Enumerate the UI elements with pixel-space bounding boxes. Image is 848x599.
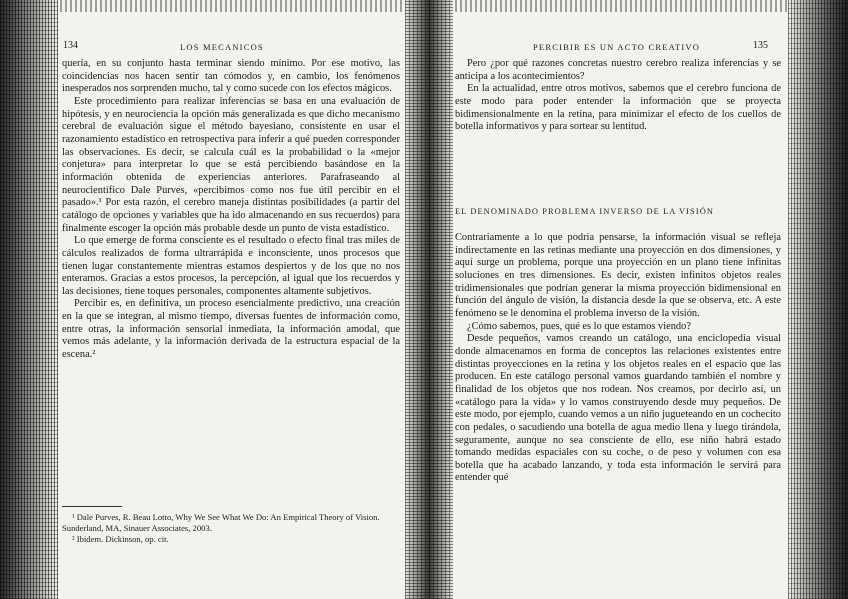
paragraph: Pero ¿por qué razones concretas nuestro cerebro realiza inferencias y se anticipa a los acontecimientos? (455, 58, 781, 82)
paragraph: quería, en su conjunto hasta terminar siendo mínimo. Por ese motivo, las coincidencias nos hacen sentir tan cómodos y, en cambio, los fenómenos inesperados nos sorprenden mucho, tal y como sucede con los efectos mágicos. (62, 58, 400, 95)
section-heading: EL DENOMINADO PROBLEMA INVERSO DE LA VISIÓN (455, 207, 714, 216)
paragraph: Lo que emerge de forma consciente es el resultado o efecto final tras miles de cálculos realizados de forma ultrarrápida e inconsciente, unos procesos que tienen lugar constantemente mientras estamos despiertos y de los que no nos enteramos. Gracias a estos procesos, la percepción, al igual que los recuerdos y las decisiones, tiene toques personales, componentes altamente subjetivos. (62, 235, 400, 297)
left-page-number: 134 (63, 40, 78, 51)
right-intro-text (455, 58, 781, 134)
paragraph: En la actualidad, entre otros motivos, sabemos que el cerebro funciona de este modo para poder entender la información que se proyecta bidimensionalmente en la retina, para minimizar el efecto de los cuellos de botella informativos y para sortear su lentitud. (455, 83, 781, 133)
left-running-head: LOS MECANICOS (180, 42, 264, 52)
footnote-rule (62, 506, 122, 507)
paragraph: Este procedimiento para realizar inferencias se basa en una evaluación de hipótesis, y en neurociencia la opción más generalizada es que dicho mecanismo cerebral de evaluación sigue el método bayesiano, consistente en usar el razonamiento estadístico en retrospectiva para inferir a qué pueden corresponder las observaciones. Es decir, se calcula cuál es la probabilidad o la «mejor conjetura» para interpretar lo que se está percibiendo basándose en la información obtenida de experiencias anteriores. Parafraseando al neurocientífico Dale Purves, «percibimos como nos fue útil percibir en el pasado».¹ Por esta razón, el cerebro maneja distintas posibilidades (a partir del catálogo de opciones y variables que ha ido almacenando en sus recuerdos) para finalmente escoger la opción más probable desde un punto de vista estadístico. (62, 95, 400, 234)
left-body-text (62, 58, 400, 362)
footnote: ¹ Dale Purves, R. Beau Lotto, Why We See What We Do: An Empirical Theory of Vision. Sunderland, MA, Sinauer Associates, 2003. (62, 512, 380, 533)
left-footnotes (62, 512, 400, 545)
scan-edge-left (0, 0, 58, 599)
right-page-number: 135 (753, 40, 768, 51)
paragraph: Contrariamente a lo que podría pensarse, la información visual se refleja indirectamente en las retinas mediante una proyección en dos dimensiones, y aquí surge un problema, porque una proyección en un plano tiene infinitas soluciones en tres dimensiones. Es decir, existen infinitos objetos reales tridimensionales que podrían generar la misma proyección bidimensional en función del ángulo de visión, la distancia desde la que se observa, etc. A este fenómeno se le denomina el problema inverso de la visión. (455, 232, 781, 319)
paragraph: Percibir es, en definitiva, un proceso esencialmente predictivo, una creación en la que se integran, al mismo tiempo, diversas fuentes de información como, entre otras, la información sensorial inmediata, la información amodal, que vemos más adelante, y la información derivada de la estructura espacial de la escena.² (62, 298, 400, 361)
scan-edge-right (788, 0, 848, 599)
footnote: ² Ibidem. Dickinson, op. cit. (72, 534, 169, 544)
paragraph: Desde pequeños, vamos creando un catálogo, una enciclopedia visual donde almacenamos en forma de conceptos las relaciones existentes entre distintas proyecciones en la retina y los objetos reales en el espacio que las producen. En este catálogo personal vamos guardando también el nombre y finalidad de los objetos que nos rodean. Nos creamos, por decirlo así, un «catálogo para la vida» y lo vamos construyendo desde muy pequeños. De este modo, por ejemplo, cuando vemos a un niño jugueteando en un cochecito con pedales, o sacudiendo una botella de agua medio llena y luego tirándola, seguramente, aunque no sea consciente de ello, ese niño habrá estado tomando medidas espaciales con su coche, o de peso y volumen con esa botella que ha acabado lanzando, y toda esta información le servirá para entender qué (455, 333, 781, 484)
book-gutter (405, 0, 453, 599)
right-section-text (455, 232, 781, 485)
right-running-head: PERCIBIR ES UN ACTO CREATIVO (533, 42, 701, 52)
paragraph: ¿Cómo sabemos, pues, qué es lo que estamos viendo? (467, 320, 691, 332)
